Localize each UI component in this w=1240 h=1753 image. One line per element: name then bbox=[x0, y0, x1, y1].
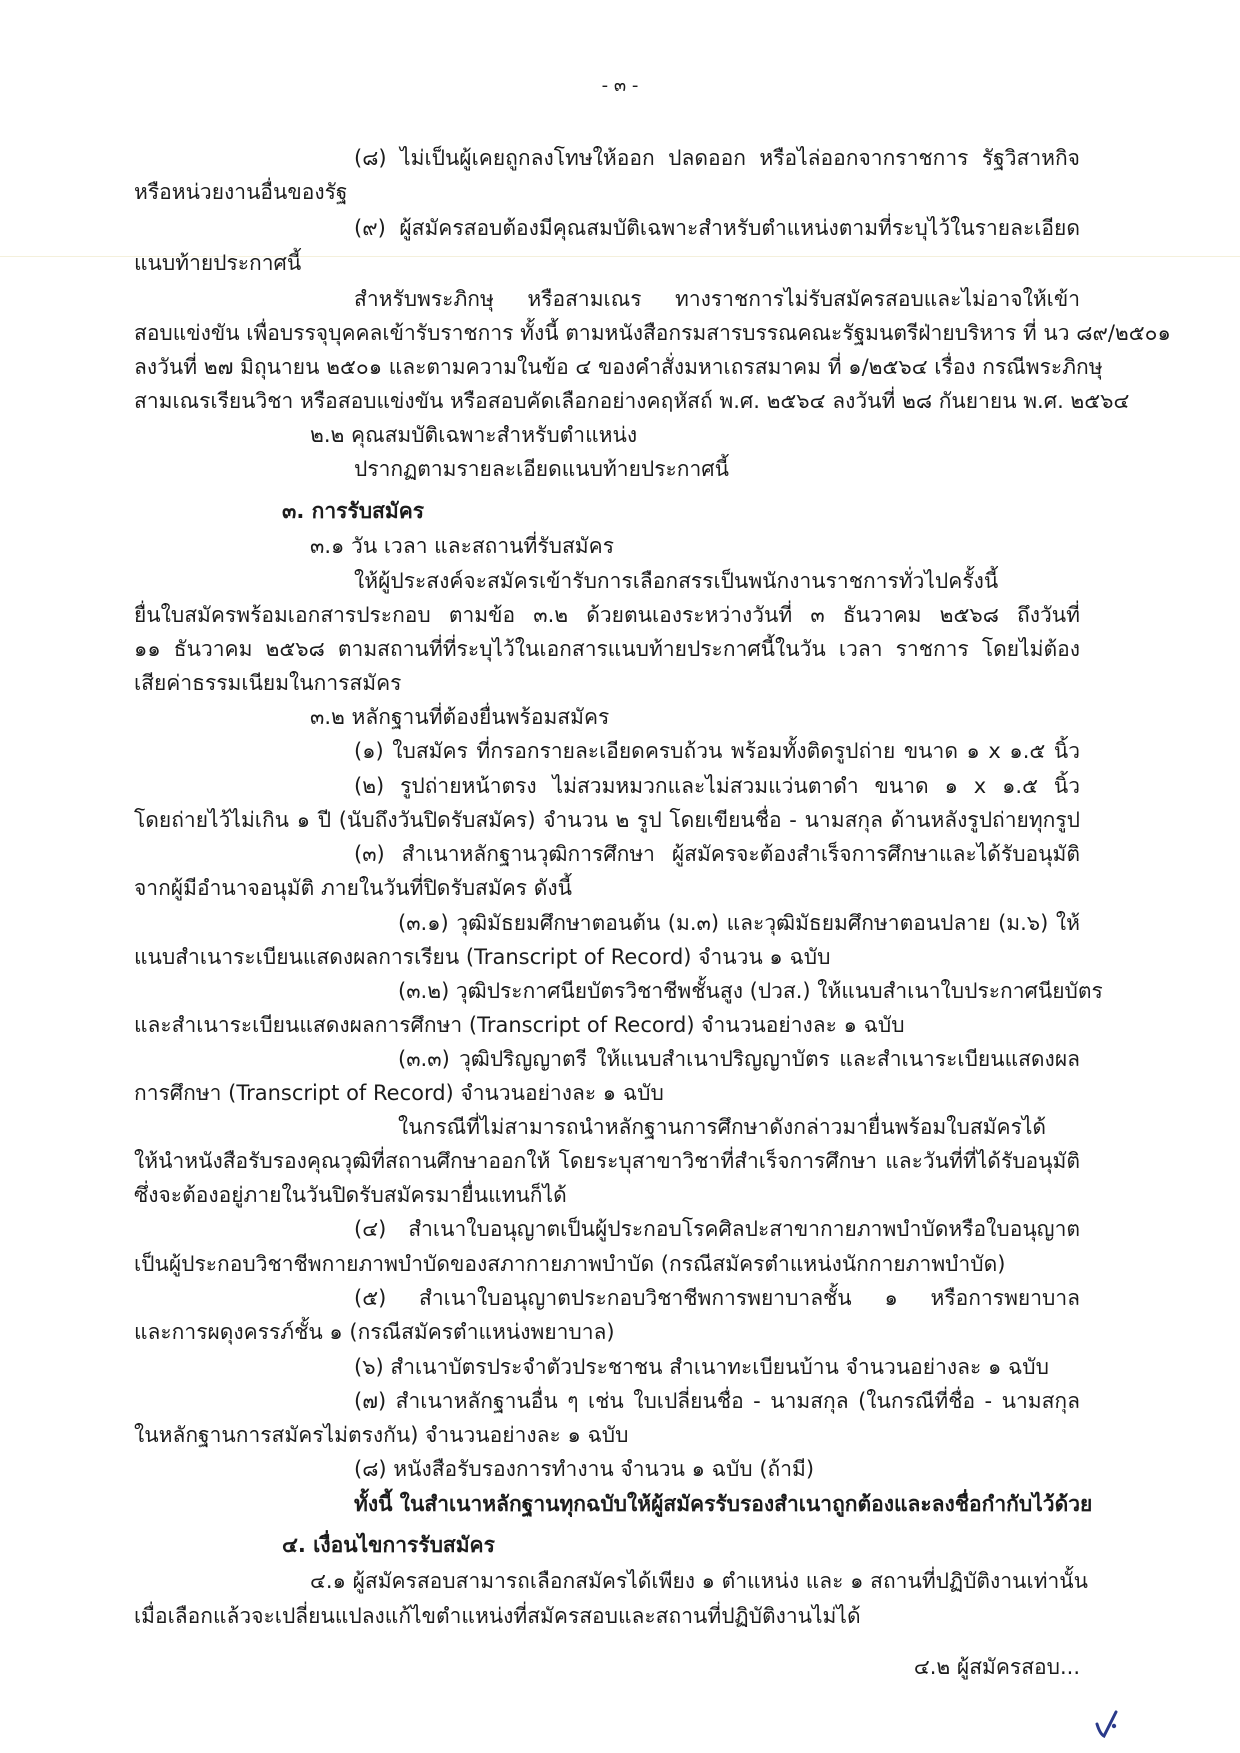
text-line: เสียค่าธรรมเนียมในการสมัคร bbox=[134, 671, 402, 695]
section-heading: ๓. การรับสมัคร bbox=[282, 499, 425, 523]
text-line: ให้นำหนังสือรับรองคุณวุฒิที่สถานศึกษาออกให้ โดยระบุสาขาวิชาที่สำเร็จการศึกษา และวันที่ที่ได้รับอนุมัติ bbox=[134, 1149, 1080, 1173]
text-line: (๘) หนังสือรับรองการทำงาน จำนวน ๑ ฉบับ (ถ้ามี) bbox=[354, 1457, 815, 1481]
text-line: แนบท้ายประกาศนี้ bbox=[134, 251, 302, 275]
text-line: (๓) สำเนาหลักฐานวุฒิการศึกษา ผู้สมัครจะต้องสำเร็จการศึกษาและได้รับอนุมัติ bbox=[354, 842, 1080, 866]
subsection-heading: ๓.๑ วัน เวลา และสถานที่รับสมัคร bbox=[310, 534, 614, 558]
text-line: (๒) รูปถ่ายหน้าตรง ไม่สวมหมวกและไม่สวมแว่นตาดำ ขนาด ๑ x ๑.๕ นิ้ว bbox=[354, 774, 1080, 798]
text-line: (๙) ผู้สมัครสอบต้องมีคุณสมบัติเฉพาะสำหรับตำแหน่งตามที่ระบุไว้ในรายละเอียด bbox=[354, 216, 1080, 240]
text-line: ๑๑ ธันวาคม ๒๕๖๘ ตามสถานที่ที่ระบุไว้ในเอกสารแนบท้ายประกาศนี้ในวัน เวลา ราชการ โดยไม่ต้อง bbox=[134, 637, 1080, 661]
continuation-marker: ๔.๒ ผู้สมัครสอบ... bbox=[913, 1655, 1080, 1679]
text-line: (๑) ใบสมัคร ที่กรอกรายละเอียดครบถ้วน พร้อมทั้งติดรูปถ่าย ขนาด ๑ x ๑.๕ นิ้ว bbox=[354, 739, 1080, 763]
text-line: (๘) ไม่เป็นผู้เคยถูกลงโทษให้ออก ปลดออก หรือไล่ออกจากราชการ รัฐวิสาหกิจ bbox=[354, 146, 1080, 170]
text-line: ลงวันที่ ๒๗ มิถุนายน ๒๕๐๑ และตามความในข้อ ๔ ของคำสั่งมหาเถรสมาคม ที่ ๑/๒๕๖๔ เรื่อง กรณีพระภิกษุ bbox=[134, 355, 1103, 379]
text-line: หรือหน่วยงานอื่นของรัฐ bbox=[134, 180, 348, 204]
text-line: สำหรับพระภิกษุ หรือสามเณร ทางราชการไม่รับสมัครสอบและไม่อาจให้เข้า bbox=[354, 287, 1080, 311]
text-line: การศึกษา (Transcript of Record) จำนวนอย่างละ ๑ ฉบับ bbox=[134, 1081, 664, 1105]
text-line: (๗) สำเนาหลักฐานอื่น ๆ เช่น ใบเปลี่ยนชื่อ - นามสกุล (ในกรณีที่ชื่อ - นามสกุล bbox=[354, 1389, 1080, 1413]
text-line: ในหลักฐานการสมัครไม่ตรงกัน) จำนวนอย่างละ ๑ ฉบับ bbox=[134, 1423, 629, 1447]
text-line: จากผู้มีอำนาจอนุมัติ ภายในวันที่ปิดรับสมัคร ดังนี้ bbox=[134, 876, 572, 900]
text-line: สอบแข่งขัน เพื่อบรรจุบุคคลเข้ารับราชการ ทั้งนี้ ตามหนังสือกรมสารบรรณคณะรัฐมนตรีฝ่ายบริหาร ที่ นว ๘๙/๒๕๐๑ bbox=[134, 321, 1171, 345]
text-line: (๔) สำเนาใบอนุญาตเป็นผู้ประกอบโรคศิลปะสาขากายภาพบำบัดหรือใบอนุญาต bbox=[354, 1217, 1080, 1241]
text-line: และสำเนาระเบียนแสดงผลการศึกษา (Transcript of Record) จำนวนอย่างละ ๑ ฉบับ bbox=[134, 1013, 905, 1037]
section-heading: ๔. เงื่อนไขการรับสมัคร bbox=[282, 1533, 495, 1557]
text-line: (๖) สำเนาบัตรประจำตัวประชาชน สำเนาทะเบียนบ้าน จำนวนอย่างละ ๑ ฉบับ bbox=[354, 1355, 1049, 1379]
text-line: สามเณรเรียนวิชา หรือสอบแข่งขัน หรือสอบคัดเลือกอย่างคฤหัสถ์ พ.ศ. ๒๕๖๔ ลงวันที่ ๒๘ กันยายน พ.ศ. ๒๕๖๔ bbox=[134, 389, 1130, 413]
text-line: ให้ผู้ประสงค์จะสมัครเข้ารับการเลือกสรรเป็นพนักงานราชการทั่วไปครั้งนี้ bbox=[354, 569, 999, 593]
subsection-heading: ๓.๒ หลักฐานที่ต้องยื่นพร้อมสมัคร bbox=[310, 705, 610, 729]
text-line: (๓.๓) วุฒิปริญญาตรี ให้แนบสำเนาปริญญาบัตร และสำเนาระเบียนแสดงผล bbox=[398, 1047, 1080, 1071]
text-line: (๕) สำเนาใบอนุญาตประกอบวิชาชีพการพยาบาลชั้น ๑ หรือการพยาบาล bbox=[354, 1286, 1080, 1310]
text-line: (๓.๑) วุฒิมัธยมศึกษาตอนต้น (ม.๓) และวุฒิมัธยมศึกษาตอนปลาย (ม.๖) ให้ bbox=[398, 911, 1080, 935]
text-line: และการผดุงครรภ์ชั้น ๑ (กรณีสมัครตำแหน่งพยาบาล) bbox=[134, 1320, 615, 1344]
text-line: แนบสำเนาระเบียนแสดงผลการเรียน (Transcript of Record) จำนวน ๑ ฉบับ bbox=[134, 945, 831, 969]
text-line: ยื่นใบสมัครพร้อมเอกสารประกอบ ตามข้อ ๓.๒ ด้วยตนเองระหว่างวันที่ ๓ ธันวาคม ๒๕๖๘ ถึงวันที่ bbox=[134, 603, 1080, 627]
text-line: ปรากฏตามรายละเอียดแนบท้ายประกาศนี้ bbox=[354, 457, 729, 481]
text-line: ซึ่งจะต้องอยู่ภายในวันปิดรับสมัครมายื่นแทนก็ได้ bbox=[134, 1183, 567, 1207]
page-number: - ๓ - bbox=[601, 75, 639, 96]
emphasis-note: ทั้งนี้ ในสำเนาหลักฐานทุกฉบับให้ผู้สมัครรับรองสำเนาถูกต้องและลงชื่อกำกับไว้ด้วย bbox=[354, 1492, 1093, 1516]
text-line: โดยถ่ายไว้ไม่เกิน ๑ ปี (นับถึงวันปิดรับสมัคร) จำนวน ๒ รูป โดยเขียนชื่อ - นามสกุล ด้านหลังรูปถ่ายทุกรูป bbox=[134, 808, 1080, 832]
subsection-heading: ๒.๒ คุณสมบัติเฉพาะสำหรับตำแหน่ง bbox=[310, 423, 638, 447]
handwritten-initial-mark bbox=[1094, 1706, 1124, 1740]
text-line: ในกรณีที่ไม่สามารถนำหลักฐานการศึกษาดังกล่าวมายื่นพร้อมใบสมัครได้ bbox=[398, 1115, 1047, 1139]
text-line: ๔.๑ ผู้สมัครสอบสามารถเลือกสมัครได้เพียง ๑ ตำแหน่ง และ ๑ สถานที่ปฏิบัติงานเท่านั้น bbox=[310, 1569, 1088, 1593]
text-line: เป็นผู้ประกอบวิชาชีพกายภาพบำบัดของสภากายภาพบำบัด (กรณีสมัครตำแหน่งนักกายภาพบำบัด) bbox=[134, 1252, 1006, 1276]
text-line: เมื่อเลือกแล้วจะเปลี่ยนแปลงแก้ไขตำแหน่งที่สมัครสอบและสถานที่ปฏิบัติงานไม่ได้ bbox=[134, 1604, 861, 1628]
text-line: (๓.๒) วุฒิประกาศนียบัตรวิชาชีพชั้นสูง (ปวส.) ให้แนบสำเนาใบประกาศนียบัตร bbox=[398, 979, 1103, 1003]
